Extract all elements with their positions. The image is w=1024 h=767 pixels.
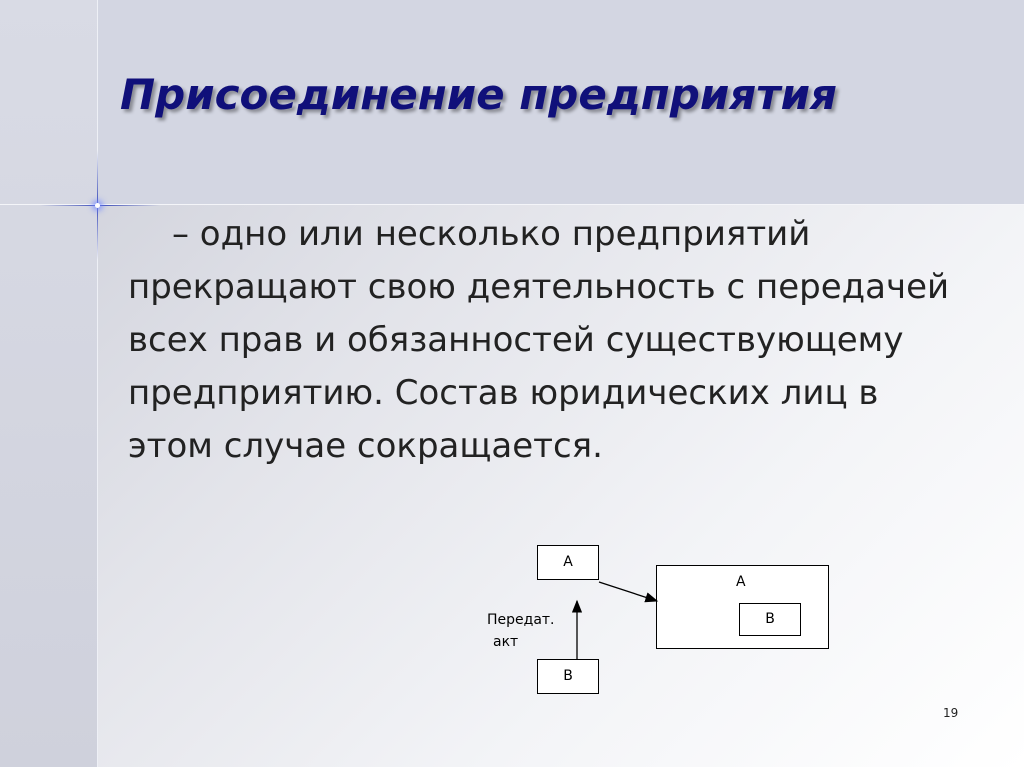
company-b-label: В [563,668,573,684]
page-number: 19 [943,706,959,720]
merge-arrow [599,582,657,601]
slide-title: Присоединение предприятия [120,70,837,119]
definition-text-content: – одно или несколько предприятий прекращают свою деятельность с передачей всех прав и обязанностей существующему предприятию. Состав юридических лиц в этом случае сокращается. [128,214,950,466]
merged-company-label: А [736,574,746,590]
transfer-act-line2: акт [493,634,519,650]
transfer-act-line1: Передат. [487,612,555,628]
company-a-label: А [563,554,573,570]
merged-inner-b-label: В [765,611,775,627]
